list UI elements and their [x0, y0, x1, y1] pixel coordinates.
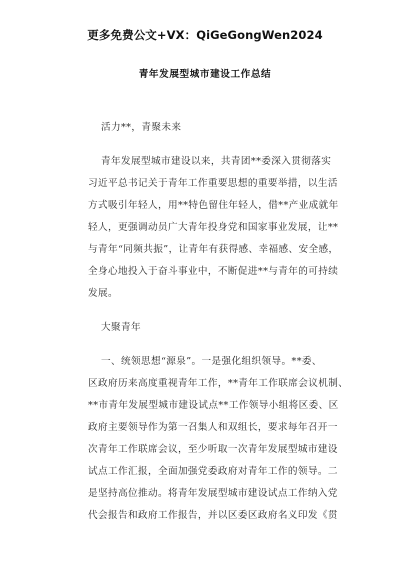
paragraph-2-line-7: 是坚持高位推动。将青年发展型城市建设试点工作纳入党 — [88, 488, 338, 499]
paragraph-2-line-5: 次青年工作联席会议，至少听取一次青年发展型城市建设 — [88, 444, 338, 455]
paragraph-2-line-8: 代会报告和政府工作报告，并以区委区政府名义印发《贯 — [88, 510, 338, 521]
page-header: 更多免费公文+VX：QiGeGongWen2024 — [87, 28, 323, 42]
section-heading-1: 活力**，青聚未来 — [101, 122, 182, 133]
paragraph-1-line-2: 习近平总书记关于青年工作重要思想的重要举措，以生活 — [88, 178, 338, 189]
paragraph-1-line-6: 全身心地投入于奋斗事业中，不断促进**与青年的可持续 — [88, 266, 339, 277]
paragraph-1-line-7: 发展。 — [88, 288, 118, 299]
paragraph-1-line-5: 与青年“同频共振”，让青年有获得感、幸福感、安全感， — [88, 244, 339, 255]
paragraph-1-line-1: 青年发展型城市建设以来，共青团**委深入贯彻落实 — [101, 156, 332, 167]
paragraph-1-line-4: 轻人，更强调动员广大青年投身党和国家事业发展，让** — [88, 222, 339, 233]
paragraph-1-line-3: 方式吸引年轻人，用**特色留住年轻人，借**产业成就年 — [88, 200, 339, 211]
paragraph-2-line-6: 试点工作汇报，全面加强党委政府对青年工作的领导。二 — [88, 466, 338, 477]
paragraph-2-line-1: 一、统领思想“源泉”。一是强化组织领导。**委、 — [101, 356, 322, 367]
section-heading-2: 大聚青年 — [101, 322, 141, 333]
paragraph-2-line-2: 区政府历来高度重视青年工作，**青年工作联席会议机制、 — [88, 378, 349, 389]
paragraph-2-line-4: 政府主要领导作为第一召集人和双组长，要求每年召开一 — [88, 422, 338, 433]
document-title: 青年发展型城市建设工作总结 — [138, 69, 272, 80]
paragraph-2-line-3: **市青年发展型城市建设试点**工作领导小组将区委、区 — [88, 400, 339, 411]
